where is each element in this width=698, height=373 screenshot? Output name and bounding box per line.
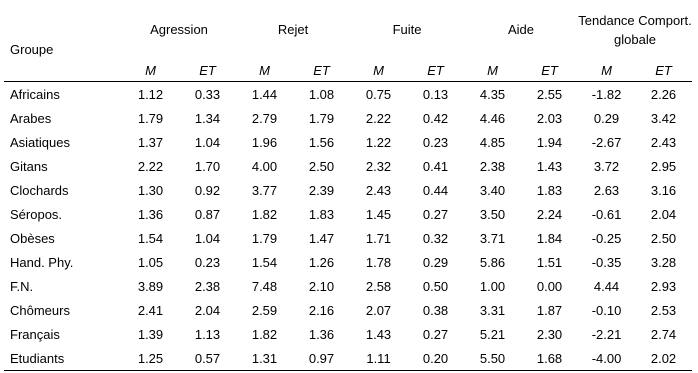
group-name-cell: Arabes [10, 110, 52, 126]
sd-cell: 0.27 [422, 326, 449, 342]
mean-cell: 1.12 [137, 86, 164, 102]
sd-cell: 0.23 [194, 254, 221, 270]
sd-cell: 2.30 [536, 326, 563, 342]
group-name-cell: Français [10, 326, 60, 342]
header-row-stats [4, 59, 692, 82]
mean-cell: 4.00 [251, 158, 278, 174]
subheader-et: ET [407, 59, 464, 82]
sd-cell: 2.53 [650, 302, 677, 318]
mean-cell: 4.85 [479, 134, 506, 150]
mean-cell: 1.54 [251, 254, 278, 270]
sd-cell: 0.44 [422, 182, 449, 198]
group-subheader [4, 59, 122, 82]
mean-cell: 1.31 [236, 346, 293, 371]
mean-cell: 2.58 [365, 278, 392, 294]
sd-cell: 1.04 [194, 230, 221, 246]
sd-cell: 0.97 [293, 346, 350, 371]
mean-cell: 4.35 [479, 86, 506, 102]
subheader-m: M [122, 59, 179, 82]
mean-cell: 1.39 [137, 326, 164, 342]
sd-cell: 2.02 [635, 346, 692, 371]
mean-cell: -2.67 [591, 134, 622, 150]
sd-cell: 1.08 [308, 86, 335, 102]
sd-cell: 2.95 [650, 158, 677, 174]
measure-header-fuite: Fuite [392, 22, 422, 37]
measure-header-aide: Aide [508, 22, 535, 37]
mean-cell: -4.00 [578, 346, 635, 371]
sd-cell: 3.16 [650, 182, 677, 198]
sd-cell: 0.32 [422, 230, 449, 246]
mean-cell: 1.45 [365, 206, 392, 222]
mean-cell: 2.38 [479, 158, 506, 174]
mean-cell: 1.00 [479, 278, 506, 294]
subheader-et: ET [179, 59, 236, 82]
mean-cell: 5.50 [464, 346, 521, 371]
mean-cell: 2.07 [365, 302, 392, 318]
table-row [4, 322, 692, 346]
sd-cell: 0.50 [422, 278, 449, 294]
mean-cell: 3.40 [479, 182, 506, 198]
mean-cell: 0.75 [365, 86, 392, 102]
mean-cell: 0.29 [593, 110, 620, 126]
mean-cell: 1.82 [251, 206, 278, 222]
sd-cell: 0.27 [422, 206, 449, 222]
measure-header-agression: Agression [150, 22, 208, 37]
mean-cell: 1.78 [365, 254, 392, 270]
mean-cell: 3.89 [137, 278, 164, 294]
sd-cell: 0.41 [422, 158, 449, 174]
subheader-et: ET [521, 59, 578, 82]
sd-cell: 0.00 [536, 278, 563, 294]
sd-cell: 2.16 [308, 302, 335, 318]
group-name-cell: Asiatiques [10, 134, 70, 150]
sd-cell: 1.26 [308, 254, 335, 270]
sd-cell: 2.50 [308, 158, 335, 174]
sd-cell: 2.43 [650, 134, 677, 150]
mean-cell: 1.96 [251, 134, 278, 150]
mean-cell: 3.77 [251, 182, 278, 198]
group-name-cell: Etudiants [4, 346, 122, 371]
sd-cell: 1.68 [521, 346, 578, 371]
mean-cell: 1.37 [137, 134, 164, 150]
sd-cell: 1.84 [536, 230, 563, 246]
mean-cell: 2.63 [593, 182, 620, 198]
group-name-cell: Chômeurs [10, 302, 70, 318]
table-row [4, 274, 692, 298]
sd-cell: 2.93 [650, 278, 677, 294]
sd-cell: 1.94 [536, 134, 563, 150]
mean-cell: 1.11 [350, 346, 407, 371]
sd-cell: 2.38 [194, 278, 221, 294]
table-row [4, 82, 692, 107]
mean-cell: 2.22 [365, 110, 392, 126]
sd-cell: 2.39 [308, 182, 335, 198]
mean-cell: 2.43 [365, 182, 392, 198]
sd-cell: 2.10 [308, 278, 335, 294]
header-row-measures [4, 0, 692, 59]
group-name-cell: Séropos. [10, 206, 63, 222]
sd-cell: 1.04 [194, 134, 221, 150]
mean-cell: 1.43 [365, 326, 392, 342]
sd-cell: 1.47 [308, 230, 335, 246]
mean-cell: 5.21 [479, 326, 506, 342]
sd-cell: 2.04 [650, 206, 677, 222]
mean-cell: -0.61 [591, 206, 622, 222]
mean-cell: 5.86 [479, 254, 506, 270]
mean-cell: -0.25 [591, 230, 622, 246]
mean-cell: -2.21 [591, 326, 622, 342]
mean-cell: -0.10 [591, 302, 622, 318]
table-body [4, 82, 692, 371]
mean-cell: 2.79 [251, 110, 278, 126]
mean-cell: 1.30 [137, 182, 164, 198]
mean-cell: 1.54 [137, 230, 164, 246]
table-row [4, 178, 692, 202]
table-row [4, 250, 692, 274]
subheader-m: M [350, 59, 407, 82]
mean-cell: 1.44 [251, 86, 278, 102]
subheader-m: M [578, 59, 635, 82]
sd-cell: 1.87 [536, 302, 563, 318]
group-name-cell: Obèses [10, 230, 55, 246]
mean-cell: 1.79 [251, 230, 278, 246]
sd-cell: 0.13 [422, 86, 449, 102]
mean-cell: 1.05 [137, 254, 164, 270]
sd-cell: 1.43 [536, 158, 563, 174]
sd-cell: 1.34 [194, 110, 221, 126]
mean-cell: 1.25 [122, 346, 179, 371]
table-row [4, 130, 692, 154]
mean-cell: 2.59 [251, 302, 278, 318]
sd-cell: 0.87 [194, 206, 221, 222]
table-row [4, 226, 692, 250]
sd-cell: 0.92 [194, 182, 221, 198]
mean-cell: -1.82 [591, 86, 622, 102]
sd-cell: 2.26 [650, 86, 677, 102]
mean-cell: 7.48 [251, 278, 278, 294]
subheader-et: ET [293, 59, 350, 82]
data-table [4, 0, 692, 371]
table-row [4, 106, 692, 130]
group-column-header: Groupe [10, 42, 54, 57]
sd-cell: 1.51 [536, 254, 563, 270]
mean-cell: 3.50 [479, 206, 506, 222]
sd-cell: 0.29 [422, 254, 449, 270]
sd-cell: 1.79 [308, 110, 335, 126]
mean-cell: 3.31 [479, 302, 506, 318]
sd-cell: 0.33 [194, 86, 221, 102]
subheader-m: M [464, 59, 521, 82]
measure-header-rejet: Rejet [277, 22, 309, 37]
sd-cell: 1.70 [194, 158, 221, 174]
table-row [4, 154, 692, 178]
sd-cell: 1.83 [308, 206, 335, 222]
sd-cell: 2.74 [650, 326, 677, 342]
group-name-cell: Africains [10, 86, 60, 102]
sd-cell: 1.56 [308, 134, 335, 150]
sd-cell: 3.28 [650, 254, 677, 270]
mean-cell: 4.46 [479, 110, 506, 126]
subheader-m: M [236, 59, 293, 82]
sd-cell: 1.36 [308, 326, 335, 342]
table-row [4, 202, 692, 226]
group-name-cell: F.N. [10, 278, 34, 294]
sd-cell: 2.55 [536, 86, 563, 102]
table-row [4, 298, 692, 322]
sd-cell: 2.50 [650, 230, 677, 246]
sd-cell: 0.23 [422, 134, 449, 150]
sd-cell: 2.03 [536, 110, 563, 126]
sd-cell: 0.20 [407, 346, 464, 371]
table-row [4, 346, 692, 371]
mean-cell: -0.35 [591, 254, 622, 270]
mean-cell: 3.71 [479, 230, 506, 246]
mean-cell: 1.71 [365, 230, 392, 246]
mean-cell: 1.79 [137, 110, 164, 126]
mean-cell: 2.32 [365, 158, 392, 174]
group-name-cell: Gitans [10, 158, 48, 174]
mean-cell: 2.22 [137, 158, 164, 174]
mean-cell: 1.22 [365, 134, 392, 150]
mean-cell: 2.41 [137, 302, 164, 318]
mean-cell: 3.72 [593, 158, 620, 174]
sd-cell: 0.42 [422, 110, 449, 126]
sd-cell: 0.38 [422, 302, 449, 318]
sd-cell: 2.24 [536, 206, 563, 222]
group-name-cell: Clochards [10, 182, 69, 198]
measure-header-tendance: Tendance Comport. globale [578, 12, 692, 47]
sd-cell: 3.42 [650, 110, 677, 126]
sd-cell: 0.57 [179, 346, 236, 371]
mean-cell: 4.44 [593, 278, 620, 294]
mean-cell: 1.36 [137, 206, 164, 222]
mean-cell: 1.82 [251, 326, 278, 342]
subheader-et: ET [635, 59, 692, 82]
sd-cell: 1.13 [194, 326, 221, 342]
group-name-cell: Hand. Phy. [10, 254, 74, 270]
sd-cell: 1.83 [536, 182, 563, 198]
sd-cell: 2.04 [194, 302, 221, 318]
